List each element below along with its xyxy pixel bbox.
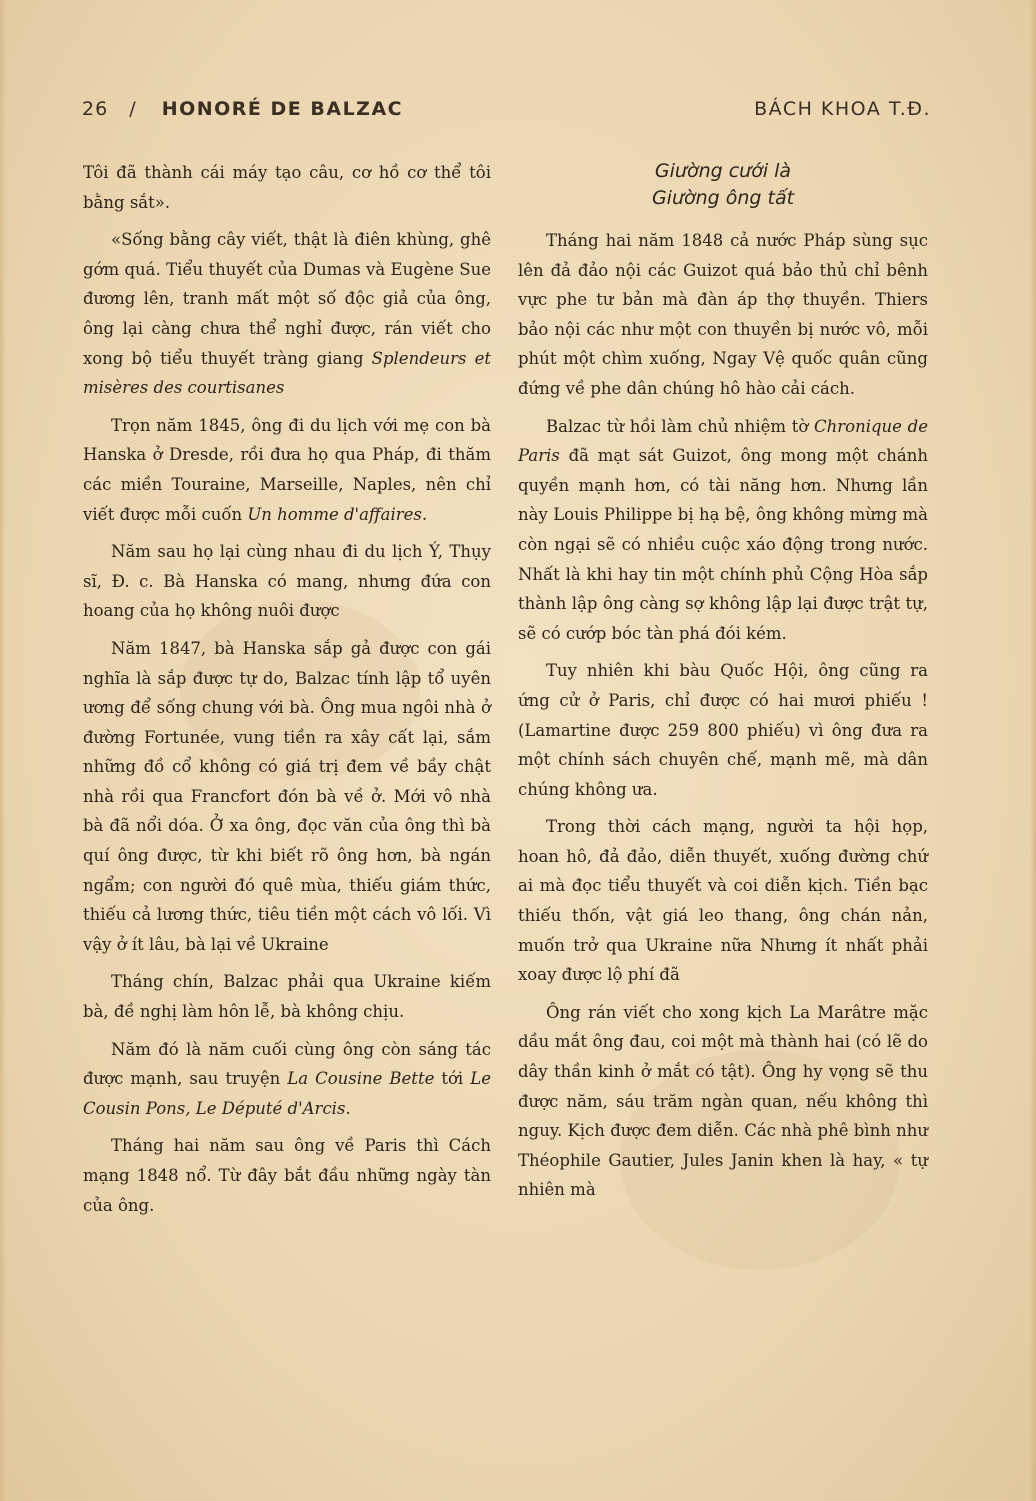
- right-column: [518, 158, 928, 1213]
- paragraph: [518, 412, 928, 649]
- italic-title: Le Cousin Pons, Le Député d'Arcis: [83, 1069, 491, 1118]
- paragraph: [83, 1035, 491, 1124]
- text-run: Tháng hai năm 1848 cả nước Pháp sùng sục lên đả đảo nội các Guizot quá bảo thủ chỉ bênh vực phe tư bản mà đàn áp thợ thuyền. Thiers bảo nội các như một con thuyền bị nước vô, mỗi phút một chìm xuống, Ngay Vệ quốc quân cũng đứng về phe dân chúng hô hào cải cách.: [518, 231, 928, 398]
- left-column: [83, 158, 491, 1228]
- publication-name: BÁCH KHOA T.Đ.: [754, 98, 931, 120]
- section-title-line: Giường ông tất: [651, 187, 795, 209]
- text-run: Năm 1847, bà Hanska sắp gả được con gái nghĩa là sắp được tự do, Balzac tính lập tổ uyên ương để sống chung với bà. Ông mua ngôi nhà ở đường Fortunée, vung tiền ra xây cất lại, sắm những đồ cổ không có giá trị đem về bầy chật nhà rồi qua Francfort đón bà về ở. Mới vô nhà bà đã nổi dóa. Ở xa ông, đọc văn của ông thì bà quí ông được, từ khi biết rõ ông hơn, bà ngán ngẩm; con người đó quê mùa, thiếu giám thức, thiếu cả lương thức, tiêu tiền một cách vô lối. Vì vậy ở ít lâu, bà lại về Ukraine: [83, 638, 491, 954]
- running-header: [82, 98, 931, 128]
- header-left: [82, 98, 403, 120]
- page-left-edge: [0, 0, 6, 1501]
- paragraph: [83, 411, 491, 529]
- text-run: Năm đó là năm cuối cùng ông còn sáng tác được mạnh, sau truyện: [83, 1039, 491, 1089]
- right-column-body: [518, 226, 928, 1205]
- italic-title: La Cousine Bette: [287, 1069, 435, 1089]
- text-run: Trong thời cách mạng, người ta hội họp, hoan hô, đả đảo, diễn thuyết, xuống đường chứ ai mà đọc tiểu thuyết và coi diễn kịch. Tiền bạc thiếu thốn, vật giá leo thang, ông chán nản, muốn trở qua Ukraine nữa Nhưng ít nhất phải xoay được lộ phí đã: [518, 817, 928, 985]
- text-run: Năm sau họ lại cùng nhau đi du lịch Ý, Thụy sĩ, Đ. c. Bà Hanska có mang, nhưng đứa con hoang của họ không nuôi được: [83, 542, 491, 621]
- section-title: [518, 158, 928, 212]
- paragraph: [83, 967, 491, 1026]
- italic-title: Un homme d'affaires: [247, 504, 422, 524]
- page-right-edge: [1030, 0, 1036, 1501]
- text-run: Tháng hai năm sau ông về Paris thì Cách mạng 1848 nổ. Từ đây bắt đầu những ngày tàn của ông.: [83, 1136, 491, 1215]
- paragraph: [518, 656, 928, 804]
- paragraph: [518, 998, 928, 1205]
- paragraph: [83, 225, 491, 403]
- text-run: Tháng chín, Balzac phải qua Ukraine kiếm bà, đề nghị làm hôn lễ, bà không chịu.: [83, 972, 491, 1022]
- paragraph: [83, 1131, 491, 1220]
- text-run: đã mạt sát Guizot, ông mong một chánh quyền mạnh hơn, có tài năng hơn. Nhưng lần này Louis Philippe bị hạ bệ, ông không mừng mà còn ngại sẽ có nhiều cuộc xáo động trong nước. Nhất là khi hay tin một chính phủ Cộng Hòa sắp thành lập ông càng sợ không lập lại được trật tự, sẽ có cướp bóc tàn phá đói kém.: [518, 446, 928, 643]
- text-run: Ông rán viết cho xong kịch La Marâtre mặc dầu mắt ông đau, coi một mà thành hai (có lẽ do dây thần kinh ở mắt có tật). Ông hy vọng sẽ thu được năm, sáu trăm ngàn quan, nếu không thì nguy. Kịch được đem diễn. Các nhà phê bình như Théophile Gautier, Jules Janin khen là hay, « tự nhiên mà: [518, 1002, 928, 1200]
- paragraph: [518, 226, 928, 404]
- text-run: Balzac từ hồi làm chủ nhiệm tờ: [546, 416, 815, 436]
- page-number: 26: [82, 98, 109, 120]
- italic-title: Chronique de Paris: [518, 416, 928, 466]
- section-title-line: Giường cưới là: [654, 160, 792, 182]
- paragraph: [518, 812, 928, 990]
- paragraph: [83, 537, 491, 626]
- italic-title: Splendeurs et misères des courtisanes: [83, 348, 492, 398]
- text-run: .: [345, 1098, 351, 1118]
- paragraph-continuation: [83, 158, 491, 217]
- text-run: Tuy nhiên khi bàu Quốc Hội, ông cũng ra ứng cử ở Paris, chỉ được có hai mươi phiếu ! (Lamartine được 259 800 phiếu) vì ông đưa ra một chính sách chuyên chế, mạnh mẽ, mà dân chúng không ưa.: [518, 661, 928, 799]
- text-run: Trọn năm 1845, ông đi du lịch với mẹ con bà Hanska ở Dresde, rồi đưa họ qua Pháp, đi thăm các miền Touraine, Marseille, Naples, nên chỉ viết được mỗi cuốn: [83, 415, 491, 524]
- text-run: .: [421, 504, 428, 524]
- header-separator: /: [129, 98, 137, 120]
- text-run: «Sống bằng cây viết, thật là điên khùng, ghê gớm quá. Tiểu thuyết của Dumas và Eugène Sue đương lên, tranh mất một số độc giả của ông, ông lại càng chưa thể nghỉ được, rán viết cho xong bộ tiểu thuyết tràng giang: [83, 230, 491, 368]
- text-run: tới: [434, 1069, 471, 1089]
- running-title: HONORÉ DE BALZAC: [161, 98, 404, 120]
- text-run: Tôi đã thành cái máy tạo câu, cơ hồ cơ thể tôi bằng sắt».: [83, 163, 491, 212]
- paragraph: [83, 634, 491, 960]
